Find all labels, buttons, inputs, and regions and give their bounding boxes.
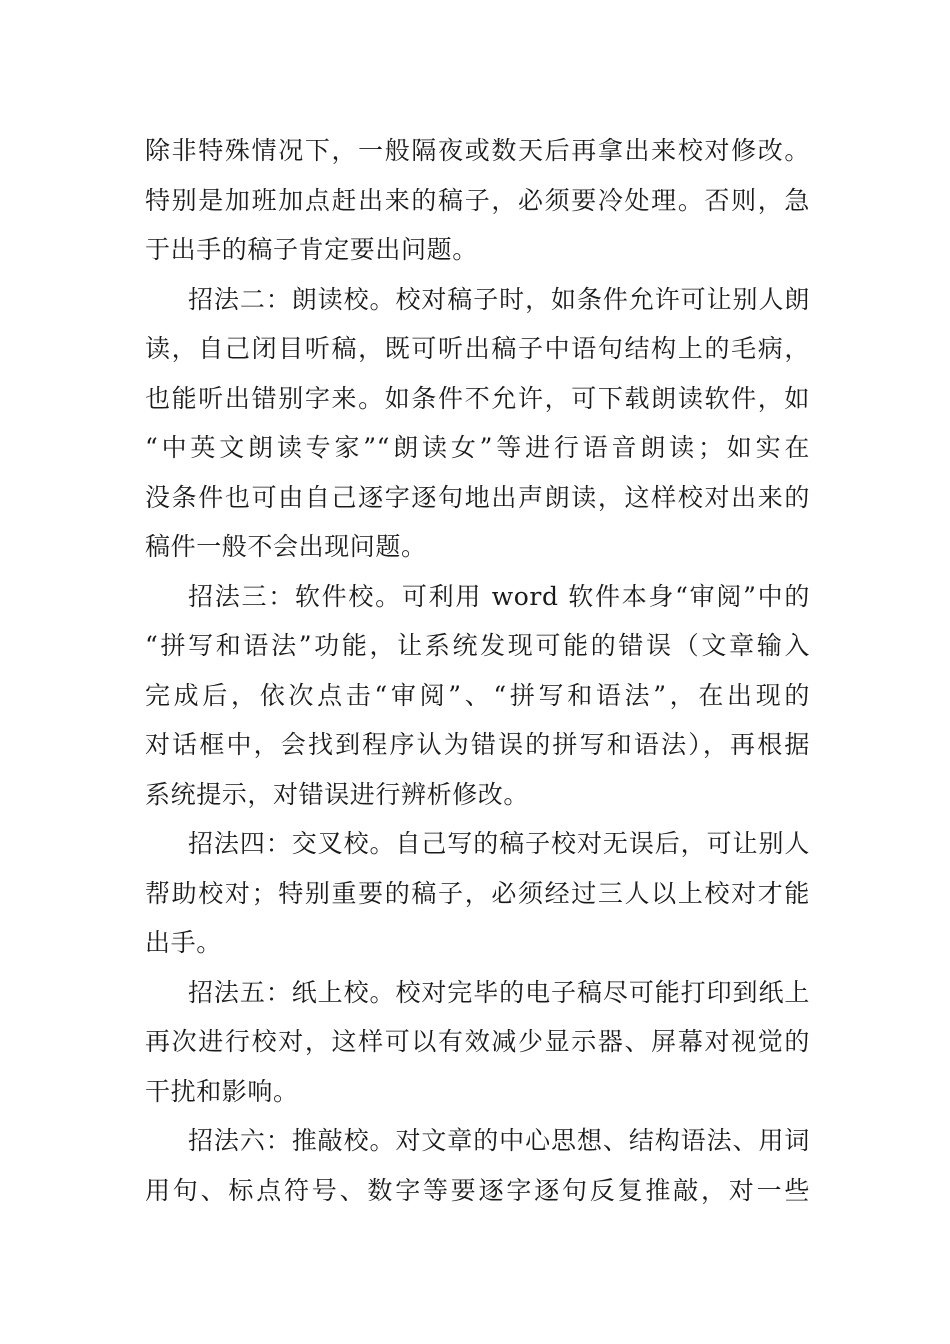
text-line: 出手。 [145,928,222,957]
paragraph-method-6 [145,1116,810,1215]
text-line: 帮助校对；特别重要的稿子，必须经过三人以上校对才能 [145,878,810,908]
text-line: 系统提示，对错误进行辨析修改。 [145,779,530,809]
text-line: 招法二：朗读校。校对稿子时，如条件允许可让别人朗 [188,284,810,314]
text-line: 没条件也可由自己逐字逐句地出声朗读，这样校对出来的 [145,482,810,512]
text-line: 招法四：交叉校。自己写的稿子校对无误后，可让别人 [188,829,810,858]
paragraph-method-2 [145,275,810,572]
document-body [145,126,810,1215]
text-line: 也能听出错别字来。如条件不允许，可下载朗读软件，如 [145,383,810,413]
paragraph-method-5 [145,968,810,1117]
text-line: 特别是加班加点赶出来的稿子，必须要冷处理。否则，急 [145,185,810,215]
text-line: “拼写和语法”功能，让系统发现可能的错误（文章输入 [145,631,810,660]
text-line: 招法六：推敲校。对文章的中心思想、结构语法、用词 [188,1126,810,1155]
text-line: 除非特殊情况下，一般隔夜或数天后再拿出来校对修改。 [145,136,810,165]
text-line: 再次进行校对，这样可以有效减少显示器、屏幕对视觉的 [145,1027,810,1056]
text-line: 稿件一般不会出现问题。 [145,532,427,561]
text-line: 干扰和影响。 [145,1076,299,1106]
text-line: 对话框中，会找到程序认为错误的拼写和语法），再根据 [145,730,810,759]
text-line: 于出手的稿子肯定要出问题。 [145,235,478,264]
paragraph-method-3 [145,572,810,820]
text-line: 招法五：纸上校。校对完毕的电子稿尽可能打印到纸上 [188,977,810,1007]
text-line: 招法三：软件校。可利用 word 软件本身“审阅”中的 [188,581,810,611]
text-line: “中英文朗读专家”“朗读女”等进行语音朗读；如实在 [145,433,810,462]
paragraph-method-4 [145,819,810,968]
text-line: 读，自己闭目听稿，既可听出稿子中语句结构上的毛病， [145,334,810,363]
text-line: 完成后，依次点击“审阅”、“拼写和语法”，在出现的 [145,680,810,710]
paragraph-continuation [145,126,810,275]
text-line: 用句、标点符号、数字等要逐字逐句反复推敲，对一些 [145,1175,810,1205]
